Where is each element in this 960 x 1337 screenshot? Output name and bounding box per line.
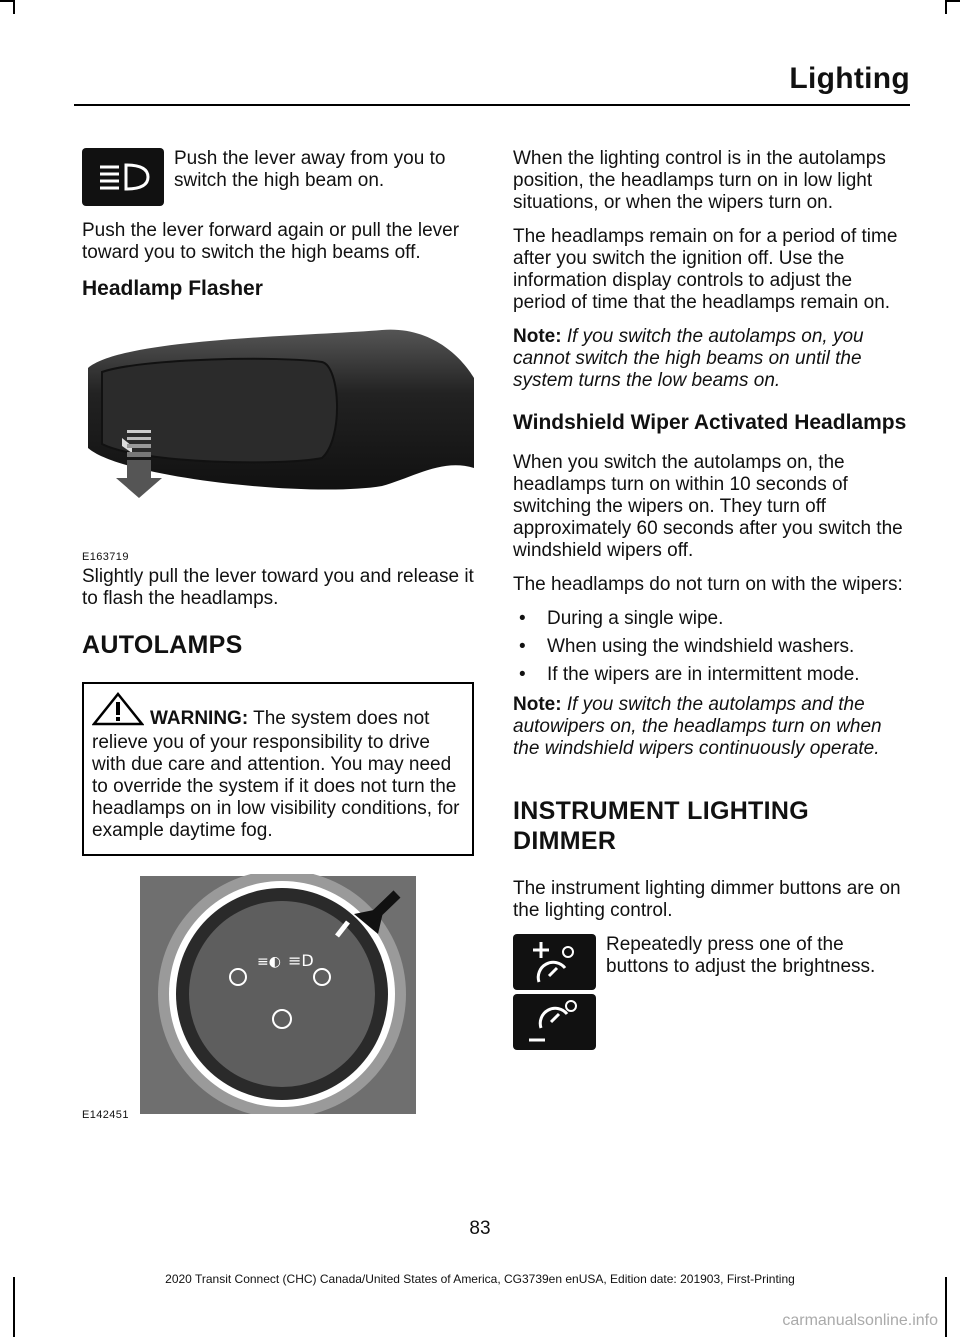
list-item: • During a single wipe. — [513, 608, 908, 630]
lever-illustration — [82, 318, 474, 538]
crop-mark — [946, 0, 960, 2]
warning-box — [82, 682, 474, 856]
lever-figure — [82, 318, 474, 566]
note-text: If you switch the autolamps and the autowipers on, the headlamps turn on when the windshield wipers continuously operate. — [513, 694, 882, 759]
high-beam-text: Push the lever away from you to switch the high beam on. — [174, 148, 446, 191]
note-text: If you switch the autolamps on, you cannot switch the high beams on until the system turns the low beams on. — [513, 326, 864, 391]
figure-label: E163719 — [82, 551, 129, 563]
wiper-headlamps-heading: Windshield Wiper Activated Headlamps — [513, 411, 907, 434]
dimmer-icons — [513, 934, 596, 1050]
header-rule — [74, 104, 910, 106]
wiper-activation-text: When you switch the autolamps on, the headlamps turn on within 10 seconds of switching the wipers on. They turn off approximately 60 seconds after you switch the windshield wipers off. — [513, 452, 903, 561]
left-column — [82, 148, 474, 1126]
note-label: Note: — [513, 694, 562, 715]
lighting-control-illustration — [82, 874, 474, 1114]
crop-mark — [945, 0, 947, 14]
headlamp-flasher-heading: Headlamp Flasher — [82, 277, 263, 300]
list-item: • When using the windshield washers. — [513, 636, 908, 658]
svg-text:≡D: ≡D — [288, 951, 314, 970]
autolamps-heading: AUTOLAMPS — [82, 631, 243, 659]
note-label: Note: — [513, 326, 562, 347]
high-beam-off-text: Push the lever forward again or pull the lever toward you to switch the high beams off. — [82, 220, 460, 263]
wiper-exceptions-intro: The headlamps do not turn on with the wipers: — [513, 574, 903, 595]
figure-label: E142451 — [82, 1109, 129, 1121]
crop-mark — [0, 0, 14, 2]
exceptions-list — [513, 608, 908, 686]
warning-label: WARNING: — [150, 708, 249, 729]
headlamps-remain-text: The headlamps remain on for a period of time after you switch the ignition off. Use the information display controls to adjust the period of time that the headlamps remain on. — [513, 226, 898, 313]
dimmer-up-icon — [513, 934, 596, 990]
warning-text: The system does not relieve you of your responsibility to drive with due care and attention. You may need to override the system if it does not turn the headlamps on in low visibility conditions, for example daytime fog. — [92, 708, 460, 841]
note-2 — [513, 694, 908, 760]
flash-text: Slightly pull the lever toward you and release it to flash the headlamps. — [82, 566, 474, 609]
watermark: carmanualsonline.info — [782, 1312, 938, 1329]
dimmer-down-icon — [513, 994, 596, 1050]
list-item: • If the wipers are in intermittent mode. — [513, 664, 908, 686]
high-beam-icon — [82, 148, 164, 206]
dimmer-heading: DIMMER — [513, 827, 617, 855]
page-number: 83 — [469, 1218, 491, 1239]
dimmer-text: Repeatedly press one of the buttons to adjust the brightness. — [606, 934, 876, 977]
autolamps-position-text: When the lighting control is in the autolamps position, the headlamps turn on in low light situations, or when the wipers turn on. — [513, 148, 886, 213]
warning-icon — [92, 692, 144, 732]
dimmer-block — [513, 934, 908, 1050]
svg-text:≡◐: ≡◐ — [257, 954, 281, 970]
note-1 — [513, 326, 908, 392]
right-column — [513, 148, 908, 1050]
crop-mark — [13, 1277, 15, 1337]
high-beam-block — [82, 148, 474, 206]
crop-mark — [945, 1277, 947, 1337]
dimmer-location-text: The instrument lighting dimmer buttons are on the lighting control. — [513, 878, 901, 921]
crop-mark — [13, 0, 15, 14]
footer: 2020 Transit Connect (CHC) Canada/United States of America, CG3739en enUSA, Edition date: 201903, First-Printing — [165, 1272, 795, 1286]
page-title: Lighting — [789, 62, 910, 95]
lighting-control-figure — [82, 874, 474, 1126]
instrument-lighting-heading: INSTRUMENT LIGHTING — [513, 797, 809, 825]
